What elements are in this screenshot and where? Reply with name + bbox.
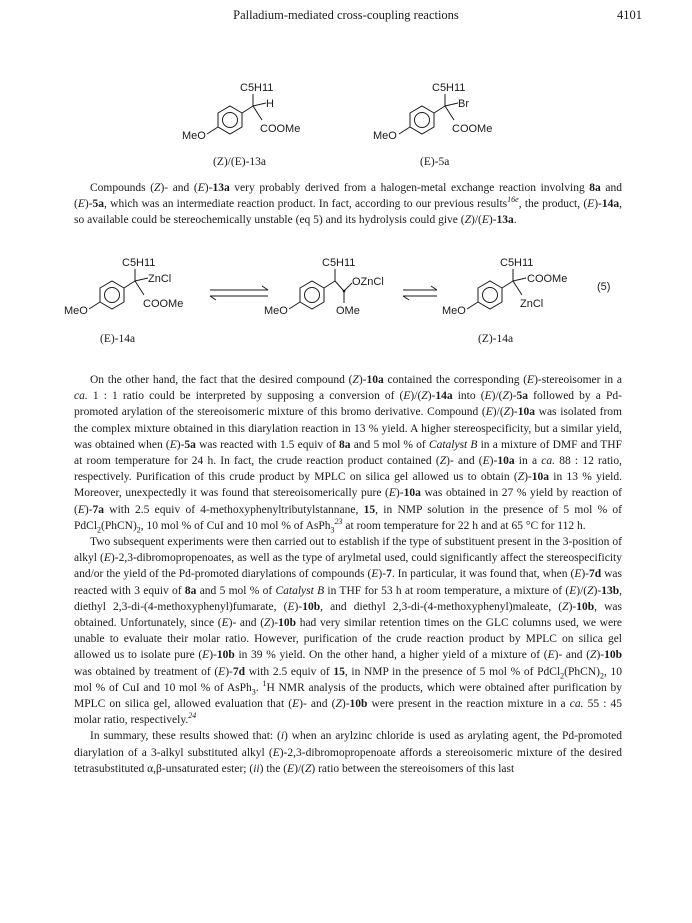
meo-label: MeO	[64, 305, 88, 317]
page-number: 4101	[617, 8, 642, 22]
equilibrium-arrow-2	[403, 286, 437, 300]
ozncl-label: OZnCl	[352, 276, 384, 288]
structure-5a	[373, 82, 492, 168]
body-text	[74, 372, 622, 777]
ome-label: OMe	[336, 305, 360, 317]
running-title: Palladium-mediated cross-coupling reactions	[233, 8, 459, 22]
scheme-13a-5a	[0, 80, 692, 172]
zncl-label: ZnCl	[520, 298, 544, 310]
paragraph-3: Two subsequent experiments were then carried out to establish if the type of substituent present in the 3-position of alkyl (E)-2,3-dibromopropenoates, as well as the type of arylmetal used, could significantly affect the stereospecificity and/or the yield of the Pd-promoted diarylations of compounds (E)-7. In particular, it was found that, when (E)-7d was reacted with 3 equiv of 8a and 5 mol % of Catalyst B in THF for 53 h at room temperature, a mixture of (E)/(Z)-13b, diethyl 2,3-di-(4-methoxyphenyl)fumarate, (E)-10b, and diethyl 2,3-di-(4-methoxyphenyl)maleate, (Z)-10b, was obtained. Unfortunately, since (E)- and (Z)-10b had very similar retention times on the GLC columns used, we were unable to evaluate their molar ratio. However, purification of the crude reaction product by MPLC on silica gel allowed us to isolate pure (E)-10b in 39 % yield. On the other hand, a higher yield of a mixture of (E)- and (Z)-10b was obtained by treatment of (E)-7d with 2.5 equiv of 15, in NMP in the presence of 5 mol % of $PdCl_2(PhCN)_2$, 10 mol % of CuI and 10 mol % of AsPh$_3$. $^1$H NMR analysis of the products, which were obtained after purification by MPLC on silica gel, allowed evaluation that (E)- and (Z)-10b were present in the reaction mixture in a ca. 55 : 45 molar ratio, respectively.$^{24}$	[74, 536, 623, 727]
equilibrium-arrow-1	[210, 286, 268, 300]
compound-label-5a: (E)-5a	[420, 156, 450, 168]
structure-allenolate	[264, 257, 384, 317]
meo-label: MeO	[182, 130, 206, 142]
br-label: Br	[458, 98, 469, 110]
paragraph-1: Compounds (Z)- and (E)-13a very probably derived from a halogen-metal exchange reaction involving 8a and (E)-5a, which was an intermediate reaction product. In fact, according to our previous results$^{16e}$, the product, (E)-14a, so available could be stereochemically unstable (eq 5) and its hydrolysis could give (Z)/(E)-13a.	[74, 182, 623, 227]
structure-e-14a	[64, 257, 183, 345]
coome-label: COOMe	[143, 298, 184, 310]
meo-label: MeO	[442, 305, 466, 317]
zncl-label: ZnCl	[148, 273, 172, 285]
c5h11-label: C5H11	[432, 82, 466, 94]
compound-label-13a: (Z)/(E)-13a	[213, 156, 266, 168]
c5h11-label: C5H11	[322, 257, 356, 269]
c5h11-label: C5H11	[122, 257, 156, 269]
paragraph-4: In summary, these results showed that: (i) when an arylzinc chloride is used as arylating agent, the Pd-promoted diarylation of a 3-alkyl substituted alkyl (E)-2,3-dibromopropenoate affords a stereoisomeric mixture of the desired tetrasubstituted α,β-unsaturated ester; (ii) the (E)/(Z) ratio between the stereoisomers of this last	[74, 730, 622, 775]
scheme-eq5	[0, 250, 692, 350]
compound-label-e-14a: (E)-14a	[100, 333, 136, 345]
coome-label: COOMe	[527, 273, 568, 285]
h-label: H	[266, 98, 274, 110]
c5h11-label: C5H11	[500, 257, 534, 269]
running-header	[0, 8, 692, 26]
meo-label: MeO	[373, 130, 397, 142]
paragraph-2: On the other hand, the fact that the desired compound (Z)-10a contained the corresponding (E)-stereoisomer in a ca. 1 : 1 ratio could be interpreted by supposing a conversion of (E)/(Z)-14a into (E)/(Z)-5a followed by a Pd-promoted arylation of the stereoisomeric mixture of this bromo derivative. Compound (E)/(Z)-10a was isolated from the complex mixture obtained in this diarylation reaction in 13 % yield. A higher stereospecificity, but a similar yield, was obtained when (E)-5a was reacted with 1.5 equiv of 8a and 5 mol % of Catalyst B in a mixture of DMF and THF at room temperature for 24 h. In fact, the crude reaction product contained (Z)- and (E)-10a in a ca. 88 : 12 ratio, respectively. Purification of this crude product by MPLC on silica gel allowed us to obtain (Z)-10a in 13 % yield. Moreover, unexpectedly it was found that stereoisomerically pure (E)-10a was obtained in 27 % yield by reaction of (E)-7a with 2.5 equiv of 4-methoxyphenyltributylstannane, 15, in NMP solution in the presence of 5 mol % of $PdCl_2(PhCN)_2$, 10 mol % of CuI and 10 mol % of AsPh$_3^{23}$ at room temperature for 22 h and at 65 °C for 112 h.	[74, 374, 623, 535]
meo-label: MeO	[264, 305, 288, 317]
compound-label-z-14a: (Z)-14a	[478, 333, 514, 345]
c5h11-label: C5H11	[240, 82, 274, 94]
equation-number: (5)	[597, 281, 611, 293]
structure-z-14a	[442, 257, 610, 345]
structure-13a	[182, 82, 300, 168]
coome-label: COOMe	[260, 123, 301, 135]
coome-label: COOMe	[452, 123, 493, 135]
